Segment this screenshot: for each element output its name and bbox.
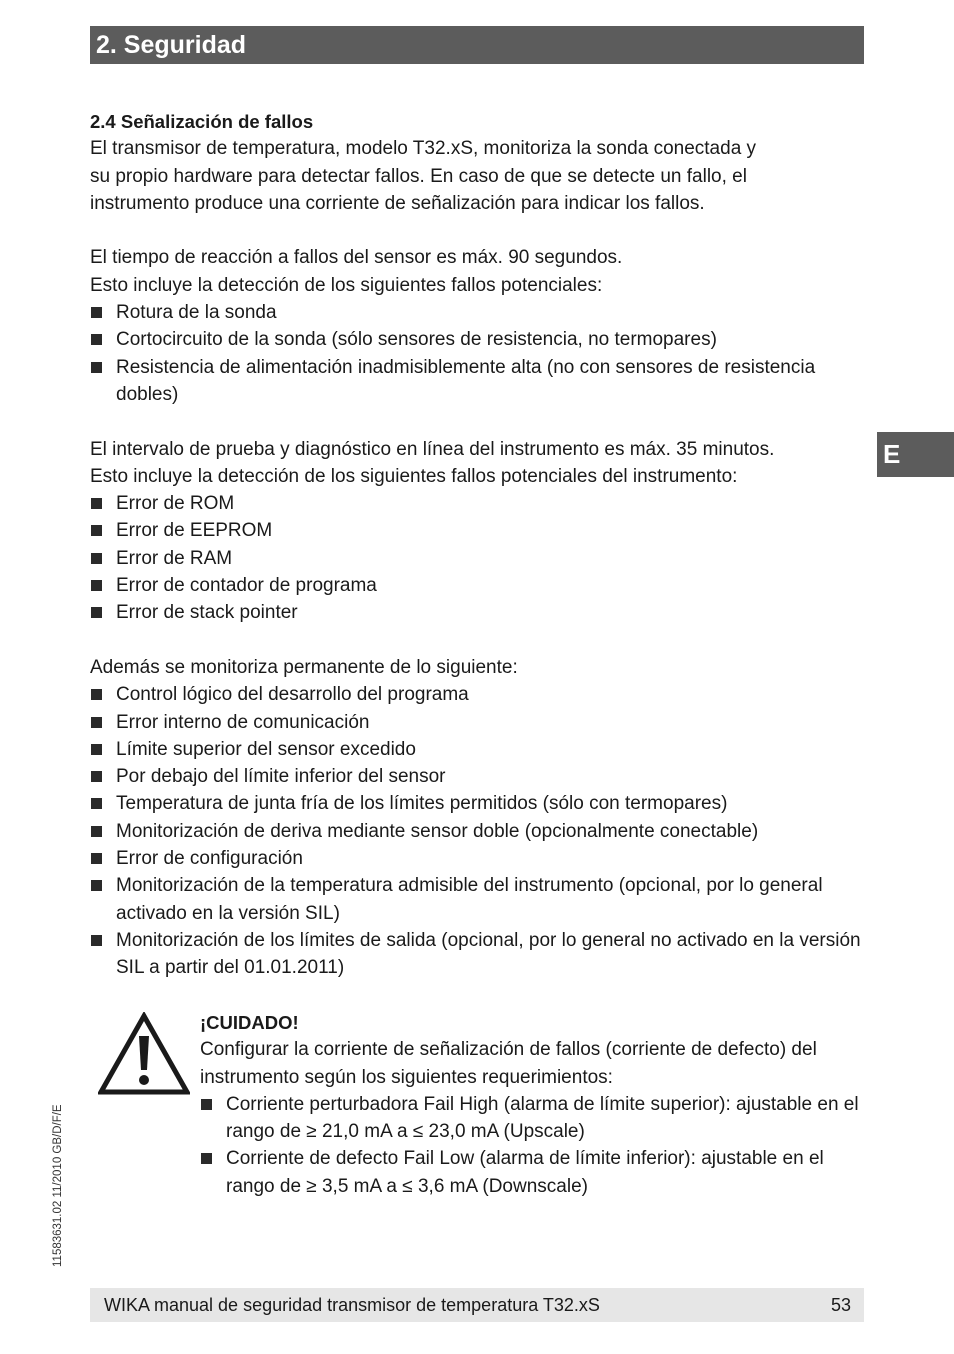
square-bullet-icon	[91, 553, 102, 564]
list-item: Error de RAM	[90, 545, 864, 572]
list-item: Error de EEPROM	[90, 517, 864, 544]
footer	[90, 1288, 864, 1322]
square-bullet-icon	[91, 717, 102, 728]
list-item: Corriente perturbadora Fail High (alarma de límite superior): ajustable en el rango de ≥ 21,0 mA a ≤ 23,0 mA (Upscale)	[200, 1091, 864, 1146]
list-item: Error interno de comunicación	[90, 709, 864, 736]
caution-requirements-list	[200, 1091, 864, 1200]
square-bullet-icon	[91, 826, 102, 837]
square-bullet-icon	[201, 1153, 212, 1164]
intro-line: instrumento produce una corriente de señalización para indicar los fallos.	[90, 192, 705, 214]
square-bullet-icon	[91, 525, 102, 536]
square-bullet-icon	[91, 334, 102, 345]
sensor-reaction-text: El tiempo de reacción a fallos del sensor es máx. 90 segundos.	[90, 247, 623, 269]
square-bullet-icon	[91, 853, 102, 864]
intro-line: su propio hardware para detectar fallos. En caso de que se detecte un fallo, el	[90, 165, 747, 187]
instrument-fault-list	[90, 490, 864, 626]
square-bullet-icon	[91, 689, 102, 700]
square-bullet-icon	[91, 771, 102, 782]
caution-title: ¡CUIDADO!	[200, 1012, 299, 1033]
list-item: Resistencia de alimentación inadmisiblemente alta (no con sensores de resistencia dobles)	[90, 354, 864, 409]
square-bullet-icon	[91, 580, 102, 591]
square-bullet-icon	[91, 498, 102, 509]
caution-body: Configurar la corriente de señalización de fallos (corriente de defecto) del instrumento según los siguientes requerimientos:	[200, 1039, 817, 1088]
instrument-includes-text: Esto incluye la detección de los siguientes fallos potenciales del instrumento:	[90, 465, 738, 487]
instrument-interval-text: El intervalo de prueba y diagnóstico en línea del instrumento es máx. 35 minutos.	[90, 438, 775, 460]
square-bullet-icon	[91, 607, 102, 618]
main-content	[90, 108, 864, 982]
square-bullet-icon	[91, 362, 102, 373]
square-bullet-icon	[91, 744, 102, 755]
list-item: Por debajo del límite inferior del sensor	[90, 763, 864, 790]
intro-line: El transmisor de temperatura, modelo T32.xS, monitoriza la sonda conectada y	[90, 138, 757, 160]
caution-text-block	[200, 1009, 864, 1200]
page-title: 2. Seguridad	[90, 26, 864, 64]
list-item: Error de contador de programa	[90, 572, 864, 599]
list-item: Error de stack pointer	[90, 599, 864, 626]
list-item: Error de ROM	[90, 490, 864, 517]
square-bullet-icon	[91, 798, 102, 809]
monitoring-intro-text: Además se monitoriza permanente de lo siguiente:	[90, 656, 518, 678]
list-item: Monitorización de deriva mediante sensor doble (opcionalmente conectable)	[90, 818, 864, 845]
list-item: Cortocircuito de la sonda (sólo sensores de resistencia, no termopares)	[90, 326, 864, 353]
language-tab: E	[877, 432, 954, 477]
list-item: Error de configuración	[90, 845, 864, 872]
square-bullet-icon	[201, 1099, 212, 1110]
document-code: 11583631.02 11/2010 GB/D/F/E	[52, 1104, 64, 1267]
sensor-includes-text: Esto incluye la detección de los siguientes fallos potenciales:	[90, 274, 603, 296]
section-heading: 2.4 Señalización de fallos	[90, 111, 314, 132]
list-item: Temperatura de junta fría de los límites permitidos (sólo con termopares)	[90, 790, 864, 817]
page-number: 53	[830, 1295, 851, 1315]
list-item: Control lógico del desarrollo del programa	[90, 681, 864, 708]
square-bullet-icon	[91, 307, 102, 318]
list-item: Monitorización de los límites de salida (opcional, por lo general no activado en la versión SIL a partir del 01.01.2011)	[90, 927, 864, 982]
list-item: Rotura de la sonda	[90, 299, 864, 326]
sensor-fault-list	[90, 299, 864, 408]
square-bullet-icon	[91, 880, 102, 891]
list-item: Límite superior del sensor excedido	[90, 736, 864, 763]
list-item: Monitorización de la temperatura admisible del instrumento (opcional, por lo general activado en la versión SIL)	[90, 872, 864, 927]
square-bullet-icon	[91, 935, 102, 946]
monitoring-list	[90, 681, 864, 981]
warning-triangle-icon	[98, 1012, 190, 1096]
list-item: Corriente de defecto Fail Low (alarma de límite inferior): ajustable en el rango de ≥ 3,5 mA a ≤ 3,6 mA (Downscale)	[200, 1145, 864, 1200]
footer-text: WIKA manual de seguridad transmisor de temperatura T32.xS	[104, 1295, 600, 1315]
